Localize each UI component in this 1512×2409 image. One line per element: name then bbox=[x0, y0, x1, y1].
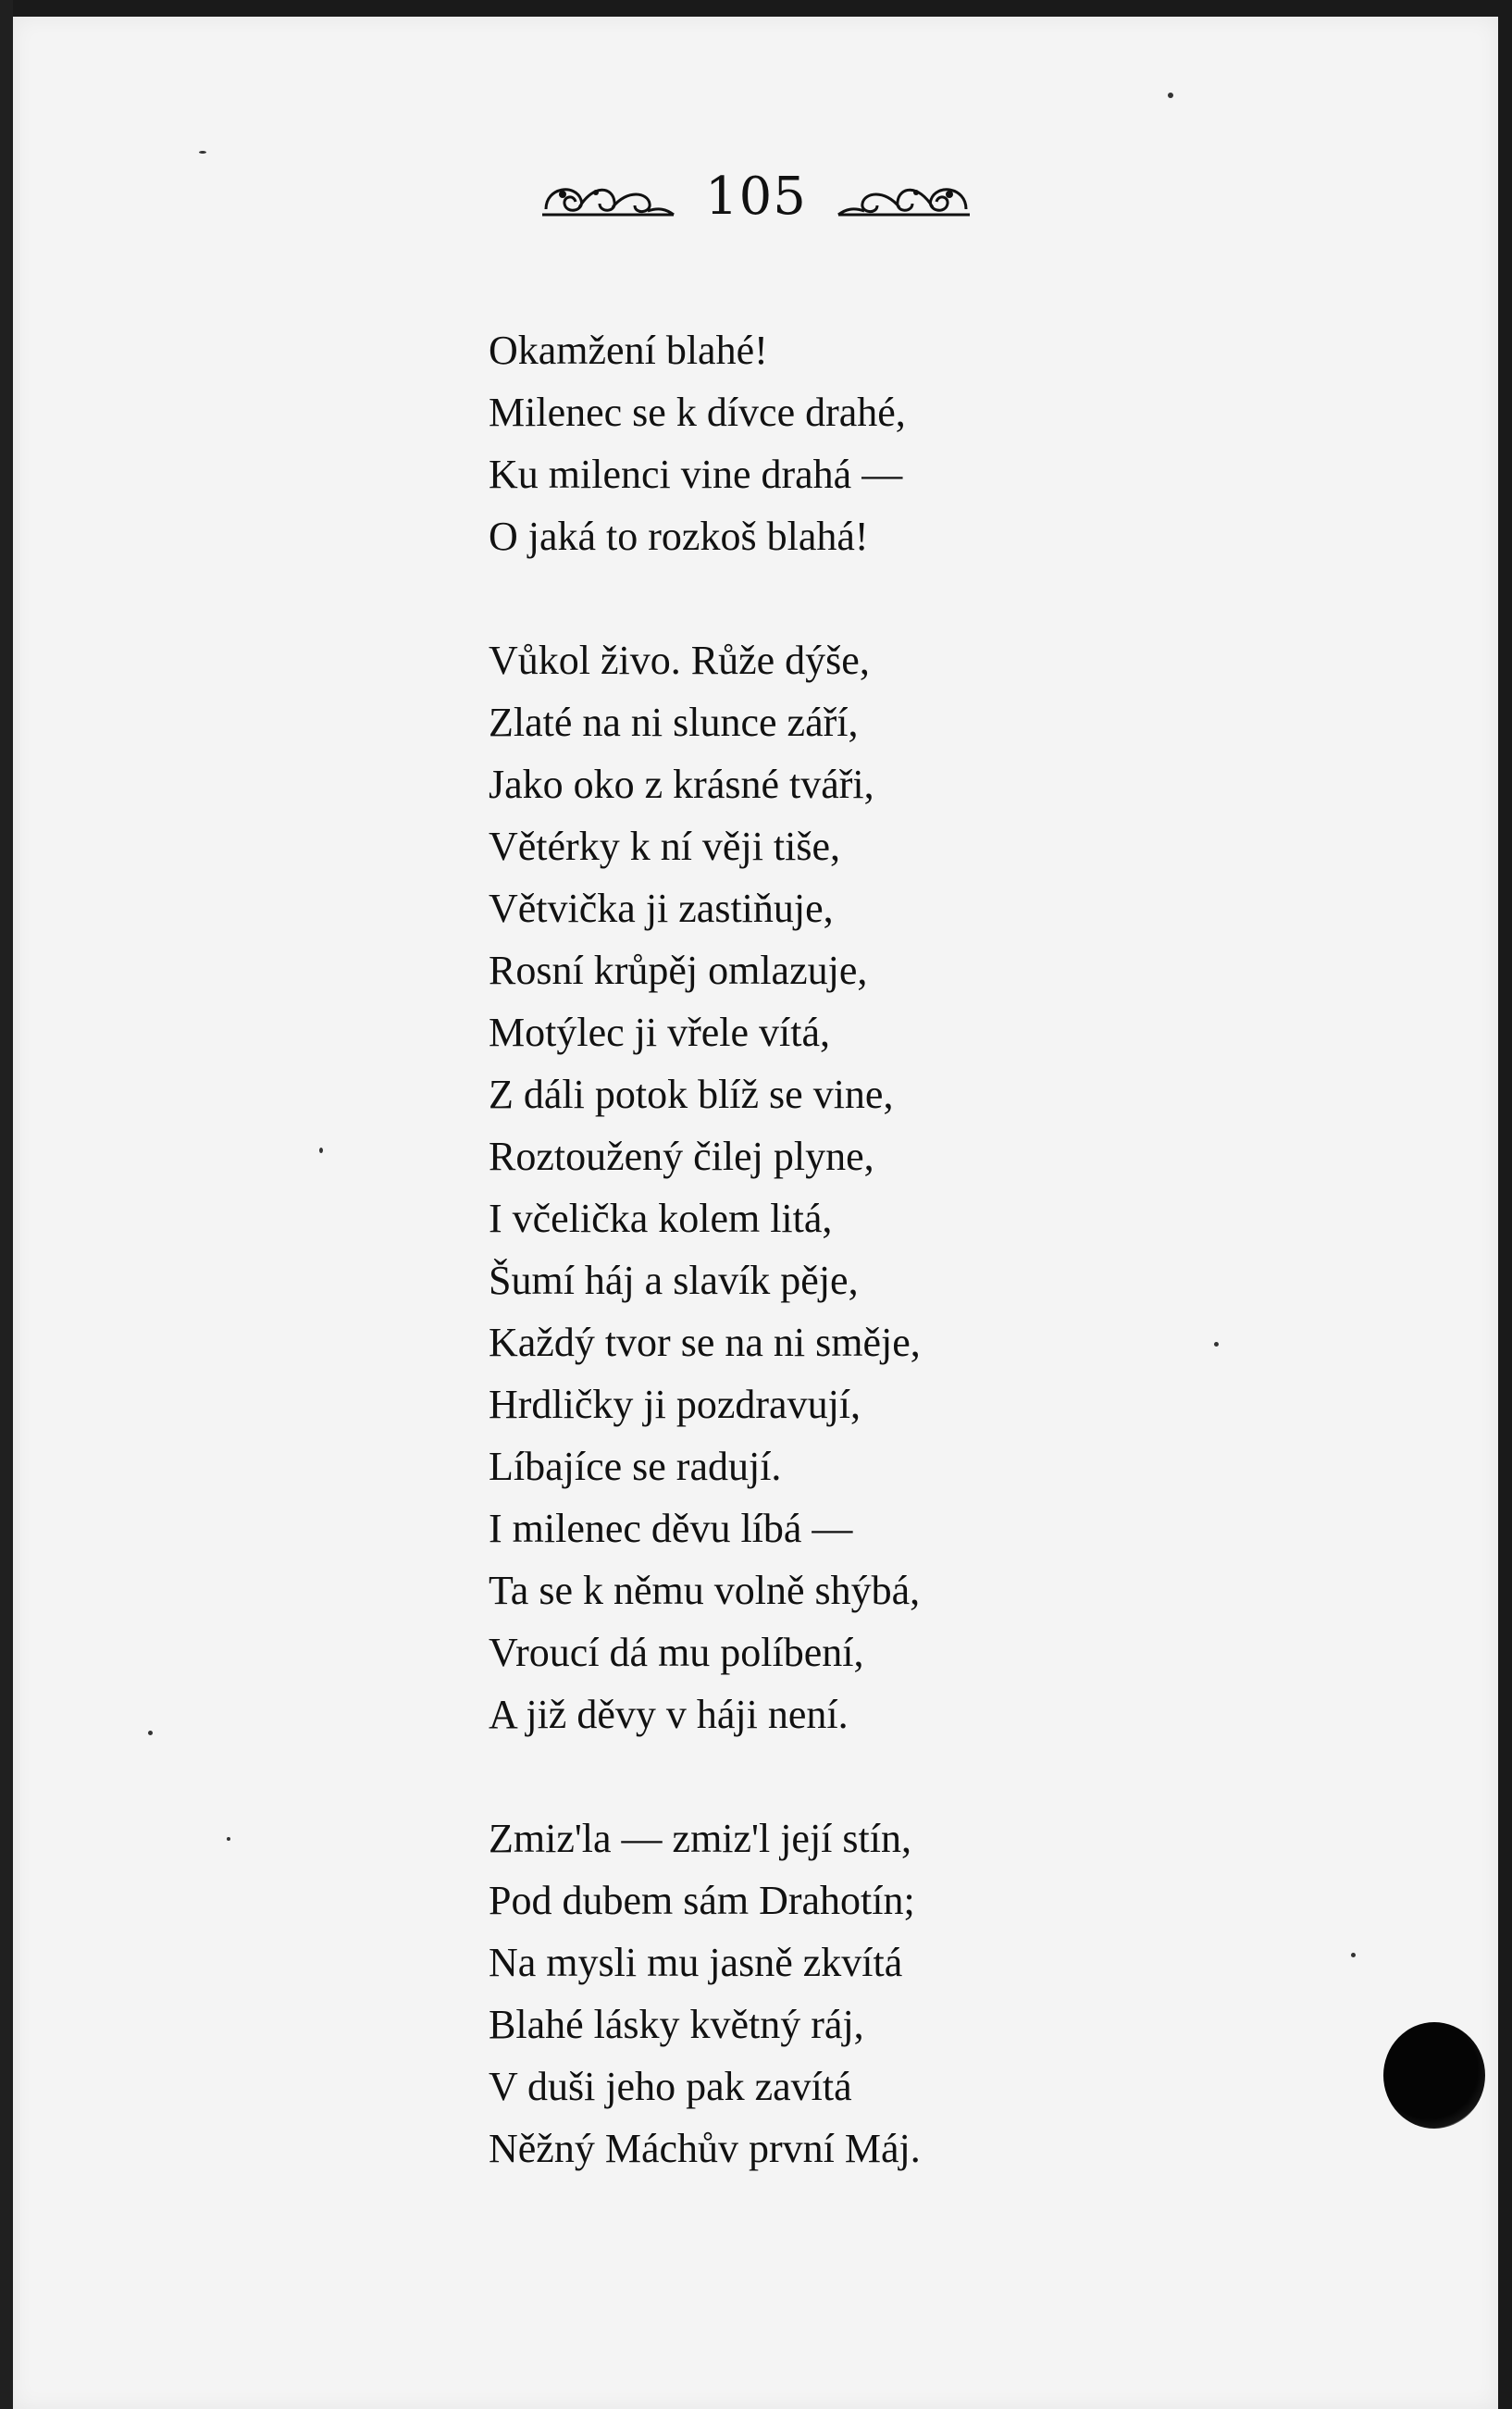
poem-line: Vroucí dá mu políbení, bbox=[489, 1630, 864, 1675]
poem-line: Větvička ji zastiňuje, bbox=[489, 886, 834, 931]
poem-line: Pod dubem sám Drahotín; bbox=[489, 1878, 915, 1923]
paper-speck bbox=[227, 1837, 230, 1841]
ink-blot bbox=[1383, 2022, 1485, 2129]
poem-line: Každý tvor se na ni směje, bbox=[489, 1320, 921, 1365]
poem-line: I včelička kolem litá, bbox=[489, 1196, 833, 1241]
poem-line: Milenec se k dívce drahé, bbox=[489, 390, 906, 435]
scan-right-border bbox=[1498, 0, 1512, 2409]
poem-line: Roztoužený čilej plyne, bbox=[489, 1134, 874, 1179]
poem-line: Zlaté na ni slunce září, bbox=[489, 700, 859, 745]
paper-speck bbox=[1168, 93, 1173, 98]
paper-speck bbox=[1351, 1953, 1356, 1957]
poem-line: Blahé lásky květný ráj, bbox=[489, 2002, 864, 2047]
poem-line: Ku milenci vine drahá — bbox=[489, 452, 903, 497]
paper-speck bbox=[199, 151, 206, 154]
right-ornament-icon bbox=[835, 174, 973, 220]
poem-body bbox=[489, 319, 1155, 2179]
poem-line: I milenec děvu líbá — bbox=[489, 1506, 853, 1551]
poem-line: Vůkol živo. Růže dýše, bbox=[489, 638, 870, 683]
poem-line: O jaká to rozkoš blahá! bbox=[489, 514, 869, 559]
poem-line: Jako oko z krásné tváři, bbox=[489, 762, 874, 807]
poem-line: Hrdličky ji pozdravují, bbox=[489, 1382, 861, 1427]
paper-speck bbox=[148, 1731, 153, 1735]
poem-line: Okamžení blahé! bbox=[489, 328, 768, 373]
page-number: 105 bbox=[705, 167, 807, 227]
poem-line: Na mysli mu jasně zkvítá bbox=[489, 1940, 903, 1985]
paper-speck bbox=[319, 1148, 323, 1153]
stanza-1 bbox=[489, 319, 1155, 567]
poem-line: Ta se k němu volně shýbá, bbox=[489, 1568, 921, 1613]
poem-line: Zmiz'la — zmiz'l její stín, bbox=[489, 1816, 911, 1861]
poem-line: Něžný Máchův první Máj. bbox=[489, 2126, 921, 2171]
page-header bbox=[0, 167, 1512, 227]
stanza-3 bbox=[489, 1807, 1155, 2179]
poem-line: Motýlec ji vřele vítá, bbox=[489, 1010, 830, 1055]
poem-line: Rosní krůpěj omlazuje, bbox=[489, 948, 868, 993]
stanza-2 bbox=[489, 629, 1155, 1745]
scan-left-border bbox=[0, 0, 13, 2409]
poem-line: Šumí háj a slavík pěje, bbox=[489, 1258, 859, 1303]
poem-line: Větérky k ní věji tiše, bbox=[489, 824, 841, 869]
poem-line: Z dáli potok blíž se vine, bbox=[489, 1072, 894, 1117]
poem-line: V duši jeho pak zavítá bbox=[489, 2064, 852, 2109]
poem-line: A již děvy v háji není. bbox=[489, 1692, 849, 1737]
poem-line: Líbajíce se radují. bbox=[489, 1444, 782, 1489]
paper-speck bbox=[1214, 1342, 1219, 1347]
left-ornament-icon bbox=[539, 174, 677, 220]
